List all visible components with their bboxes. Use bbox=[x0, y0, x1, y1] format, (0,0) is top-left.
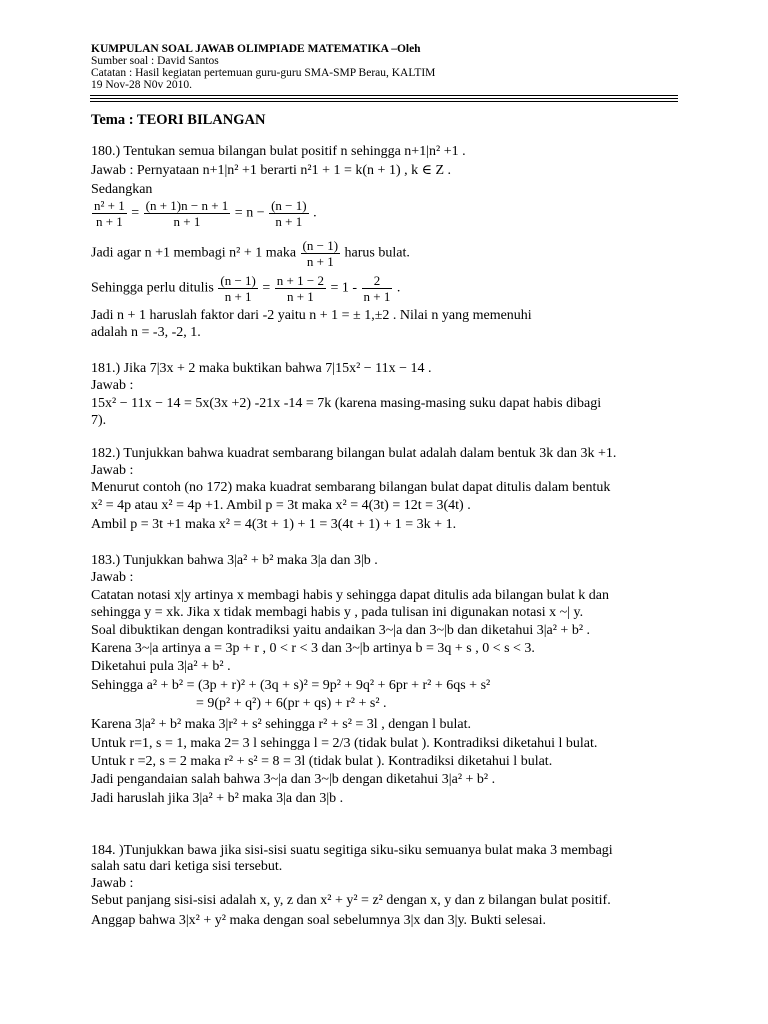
date-line: 19 Nov-28 N0v 2010. bbox=[91, 79, 192, 91]
denominator: n + 1 bbox=[275, 214, 303, 229]
denominator: n + 1 bbox=[286, 289, 314, 304]
fraction bbox=[144, 198, 231, 229]
fraction bbox=[362, 273, 393, 304]
separator-rule bbox=[90, 95, 678, 104]
problem-182-answer-4: Ambil p = 3t +1 maka x² = 4(3t + 1) + 1 = 3(4t + 1) + 1 = 3k + 1. bbox=[91, 517, 457, 532]
problem-182-answer-2: Menurut contoh (no 172) maka kuadrat sembarang bilangan bulat dapat ditulis dalam bentuk bbox=[91, 480, 611, 495]
problem-184-question-2: salah satu dari ketiga sisi tersebut. bbox=[91, 859, 283, 874]
denominator: n + 1 bbox=[363, 289, 391, 304]
line-text: Sehingga perlu ditulis bbox=[91, 280, 214, 296]
numerator: (n − 1) bbox=[302, 238, 339, 253]
problem-183-answer-9: Karena 3|a² + b² maka 3|r² + s² sehingga r² + s² = 3l , dengan l bulat. bbox=[91, 717, 472, 732]
fraction bbox=[269, 198, 309, 229]
fraction bbox=[301, 238, 341, 269]
denominator: n + 1 bbox=[173, 214, 201, 229]
line-text: = 1 - bbox=[330, 280, 358, 296]
problem-183-question: 183.) Tunjukkan bahwa 3|a² + b² maka 3|a dan 3|b . bbox=[91, 553, 378, 568]
problem-180-fraction-line: $\frac{\text{n² + 1}}{n + 1}$ = $\frac{(n + 1)n - n + 1}{n + 1}$ = n − $\frac{(n - 1)}{n + 1}$ . bbox=[94, 198, 317, 229]
numerator: (n − 1) bbox=[271, 198, 307, 213]
fraction-text: = n − bbox=[234, 205, 265, 221]
problem-181-answer-3: 7). bbox=[91, 413, 107, 428]
problem-180-answer-5: Jadi n + 1 haruslah faktor dari -2 yaitu n + 1 = ± 1,±2 . Nilai n yang memenuhi bbox=[91, 308, 532, 323]
problem-184-question-1: 184. )Tunjukkan bawa jika sisi-sisi suatu segitiga siku-siku semuanya bulat maka 3 membagi bbox=[91, 843, 613, 858]
problem-183-answer-12: Jadi pengandaian salah bahwa 3~|a dan 3~|b dengan diketahui 3|a² + b² . bbox=[91, 772, 496, 787]
problem-183-answer-8: = 9(p² + q²) + 6(pr + qs) + r² + s² . bbox=[196, 696, 387, 711]
note-line: Catatan : Hasil kegiatan pertemuan guru-guru SMA-SMP Berau, KALTIM bbox=[91, 67, 436, 79]
problem-180-answer-2: Sedangkan bbox=[91, 182, 153, 197]
source-line: Sumber soal : David Santos bbox=[91, 55, 219, 67]
problem-183-answer-7: Sehingga a² + b² = (3p + r)² + (3q + s)² = 9p² + 9q² + 6pr + r² + 6qs + s² bbox=[91, 678, 491, 693]
numerator: (n + 1)n − n + 1 bbox=[145, 198, 229, 213]
problem-183-answer-5: Karena 3~|a artinya a = 3p + r , 0 < r < 3 dan 3~|b artinya b = 3q + s , 0 < s < 3. bbox=[91, 641, 535, 656]
problem-181-answer-1: Jawab : bbox=[91, 378, 134, 393]
problem-181-answer-2: 15x² − 11x − 14 = 5x(3x +2) -21x -14 = 7k (karena masing-masing suku dapat habis dibagi bbox=[91, 396, 602, 411]
fraction bbox=[275, 273, 326, 304]
problem-180-question: 180.) Tentukan semua bilangan bulat positif n sehingga n+1|n² +1 . bbox=[91, 144, 466, 159]
denominator: n + 1 bbox=[224, 289, 252, 304]
fraction bbox=[92, 198, 127, 229]
problem-183-answer-1: Jawab : bbox=[91, 570, 134, 585]
fraction bbox=[218, 273, 258, 304]
problem-183-answer-3: sehingga y = xk. Jika x tidak membagi habis y , pada tulisan ini digunakan notasi x ~| y. bbox=[91, 605, 584, 620]
problem-183-answer-4: Soal dibuktikan dengan kontradiksi yaitu andaikan 3~|a dan 3~|b dan diketahui 3|a² + b² . bbox=[91, 623, 591, 638]
denominator: n + 1 bbox=[95, 214, 123, 229]
problem-182-answer-1: Jawab : bbox=[91, 463, 134, 478]
denominator: n + 1 bbox=[306, 254, 334, 269]
problem-182-answer-3: x² = 4p atau x² = 4p +1. Ambil p = 3t maka x² = 4(3t) = 12t = 3(4t) . bbox=[91, 498, 471, 513]
line-text: harus bulat. bbox=[344, 245, 410, 261]
problem-180-answer-4: Sehingga perlu ditulis $\frac{(n - 1)}{n + 1}$ = $\frac{n + 1 - 2}{n + 1}$ = 1 - $\frac{2}{n + 1}$ . bbox=[91, 273, 401, 304]
numerator: n + 1 − 2 bbox=[276, 273, 324, 288]
problem-180-answer-3 bbox=[91, 238, 410, 269]
problem-180-answer-1: Jawab : Pernyataan n+1|n² +1 berarti n²1 + 1 = k(n + 1) , k ∈ Z . bbox=[91, 163, 452, 178]
problem-180-answer-6: adalah n = -3, -2, 1. bbox=[91, 325, 201, 340]
problem-182-question: 182.) Tunjukkan bahwa kuadrat sembarang bilangan bulat adalah dalam bentuk 3k dan 3k +1. bbox=[91, 446, 617, 461]
numerator: (n − 1) bbox=[220, 273, 256, 288]
problem-183-answer-6: Diketahui pula 3|a² + b² . bbox=[91, 659, 231, 674]
document-title: KUMPULAN SOAL JAWAB OLIMPIADE MATEMATIKA –Oleh bbox=[91, 43, 421, 55]
problem-184-answer-3: Anggap bahwa 3|x² + y² maka dengan soal sebelumnya 3|x dan 3|y. Bukti selesai. bbox=[91, 913, 546, 928]
theme-heading: Tema : TEORI BILANGAN bbox=[91, 112, 266, 128]
problem-184-answer-1: Jawab : bbox=[91, 876, 134, 891]
numerator: 2 bbox=[362, 273, 393, 289]
problem-181-question: 181.) Jika 7|3x + 2 maka buktikan bahwa 7|15x² − 11x − 14 . bbox=[91, 361, 432, 376]
line-text: Jadi agar n +1 membagi n² + 1 maka bbox=[91, 245, 297, 261]
problem-183-answer-2: Catatan notasi x|y artinya x membagi habis y sehingga dapat ditulis ada bilangan bulat k dan bbox=[91, 588, 609, 603]
problem-183-answer-11: Untuk r =2, s = 2 maka r² + s² = 8 = 3l (tidak bulat ). Kontradiksi diketahui l bulat. bbox=[91, 754, 553, 769]
problem-184-answer-2: Sebut panjang sisi-sisi adalah x, y, z dan x² + y² = z² dengan x, y dan z bilangan bulat positif. bbox=[91, 893, 611, 908]
numerator: n² + 1 bbox=[94, 198, 125, 213]
problem-183-answer-10: Untuk r=1, s = 1, maka 2= 3 l sehingga l = 2/3 (tidak bulat ). Kontradiksi diketahui l bulat. bbox=[91, 736, 598, 751]
problem-183-answer-13: Jadi haruslah jika 3|a² + b² maka 3|a dan 3|b . bbox=[91, 791, 344, 806]
